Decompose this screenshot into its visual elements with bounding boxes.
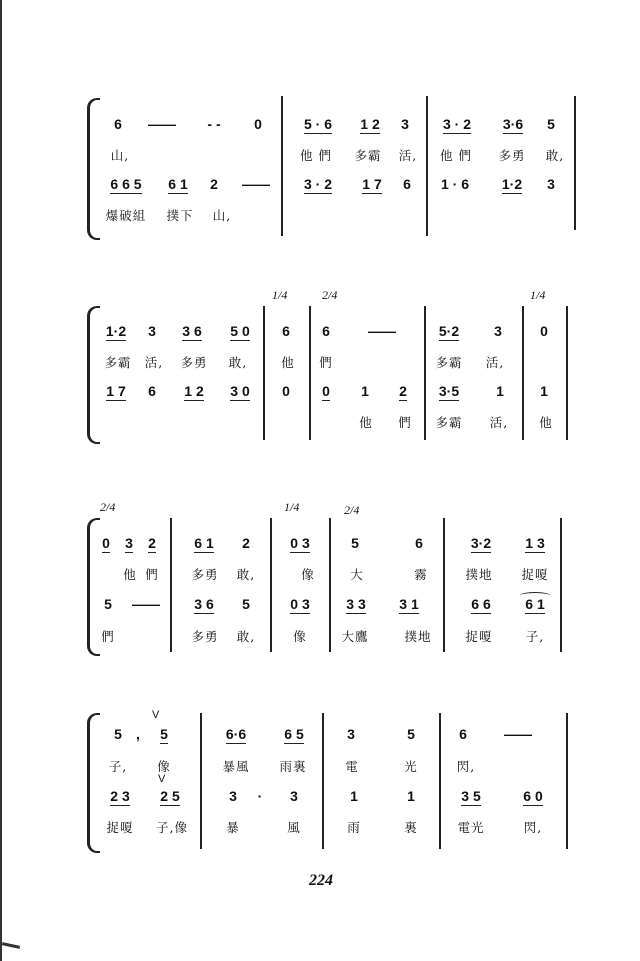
barline [439,713,441,849]
lyric: 活, [485,355,505,370]
lyric: 山, [110,148,130,163]
note: 6 6 [471,596,491,612]
lyric: 多勇 [498,148,526,163]
note: 5 [242,596,250,612]
note: 3 · 2 [303,176,332,192]
note: 1 [361,383,369,399]
note: 3 [547,176,555,192]
note: 6 6 5 [110,176,142,192]
note: 3 · 2 [442,116,471,132]
note: 3 [125,535,133,551]
note: 1 [350,788,358,804]
note: 1 · 6 [440,176,469,192]
note: 2 [399,383,407,399]
dash-note: —— [368,323,396,339]
lyric: 大 [350,567,364,582]
lyric: 閃, [523,820,543,835]
note: 5 [407,726,415,742]
note: 3 3 [346,596,366,612]
lyric: 爆破組 [105,208,147,223]
rest-note: 0 [322,383,330,399]
lyric: 們 [398,415,412,430]
note: 6 [322,323,330,339]
barline [560,518,562,652]
note: 3 6 [194,596,214,612]
lyric: 撲地 [465,567,493,582]
note: 5 · 6 [303,116,332,132]
note: 0 3 [290,535,310,551]
rest-note: 0 [254,116,262,132]
lyric: 他 [359,415,373,430]
note: 5 [104,596,112,612]
lyric: 敢, [236,567,256,582]
note: 1·2 [501,176,523,192]
note: 3 [290,788,298,804]
page-left-edge [0,0,2,961]
lyric: 暴 [226,820,240,835]
lyric: 撲地 [404,629,432,644]
note: 2 [148,535,156,551]
barline [200,713,202,849]
lyric: 雨裏 [279,759,307,774]
note: 6 1 [194,535,214,551]
note: 3·5 [438,383,460,399]
lyric: 捉嗄 [521,567,549,582]
lyric: 像 [157,759,171,774]
lyric: 山, [212,208,232,223]
lyric: 像 [301,567,315,582]
note: 5 0 [230,323,250,339]
barline [281,96,283,236]
note: 1 [540,383,548,399]
dash-note: —— [132,596,160,612]
time-signature: 2/4 [100,500,116,514]
note: 2 [242,535,250,551]
time-signature: 2/4 [344,503,360,517]
lyric: 子,像 [156,820,188,835]
note: 5 [547,116,555,132]
lyric: 電光 [457,820,485,835]
barline [329,518,331,652]
lyric: 活, [398,148,418,163]
dash-note: —— [504,726,532,742]
lyric: 子, [525,629,545,644]
barline [426,96,428,236]
note: 6 [114,116,122,132]
note: 5 [351,535,359,551]
lyric: 多霸 [354,148,382,163]
note: 0 3 [290,596,310,612]
dash-note: —— [148,116,176,132]
page-number: 224 [309,872,333,889]
lyric: 敢, [228,355,248,370]
lyric: 敢, [236,629,256,644]
note: 2 5 [160,788,180,804]
lyric: 捉嗄 [465,629,493,644]
note: 1 2 [360,116,380,132]
note: 6·6 [225,726,247,742]
note: 6 [415,535,423,551]
lyric: 多霸 [435,355,463,370]
note: 1 7 [362,176,382,192]
lyric: 雨 [347,820,361,835]
lyric: 他 [281,355,295,370]
dot-note: · [257,788,263,804]
rest-note: 0 [282,383,290,399]
lyric: 光 [404,759,418,774]
dash-note: - - [207,116,221,132]
dash-note: —— [242,176,270,192]
lyric: 多勇 [191,567,219,582]
note: 3 6 [182,323,202,339]
lyric: 他 們 [440,148,472,163]
rest-note: 0 [540,323,548,339]
lyric: 風 [287,820,301,835]
lyric: 們 [101,629,115,644]
note: 6 1 [168,176,188,192]
note: 6 [282,323,290,339]
note: 3 1 [399,596,419,612]
lyric: 撲下 [166,208,194,223]
scan-corner-mark [2,942,20,949]
barline [270,518,272,652]
slur-mark [520,592,550,599]
note: 1 [496,383,504,399]
barline [566,713,568,849]
note: 3·6 [502,116,524,132]
note: 3 0 [230,383,250,399]
note: 3 5 [461,788,481,804]
lyric: 活, [489,415,509,430]
lyric: 子, [108,759,128,774]
note: 1 2 [184,383,204,399]
note: 1 [407,788,415,804]
note: 1·2 [105,323,127,339]
breath-mark: V [158,773,166,785]
lyric: 電 [345,759,359,774]
note: 3 [229,788,237,804]
lyric: 敢, [545,148,565,163]
lyric: 們 [145,567,159,582]
rest-note: 0 [102,535,110,551]
lyric: 活, [144,355,164,370]
note: 5 [160,726,168,742]
time-signature: 2/4 [322,288,338,302]
lyric: 捉嗄 [106,820,134,835]
breath-comma: , [136,726,140,742]
lyric: 他 們 [300,148,332,163]
lyric: 他 [539,415,553,430]
note: 2 3 [110,788,130,804]
time-signature: 1/4 [272,288,288,302]
lyric: 裏 [404,820,418,835]
note: 3 [148,323,156,339]
barline [322,713,324,849]
note: 5 [114,726,122,742]
note: 6 [403,176,411,192]
lyric: 他 [123,567,137,582]
note: 3·2 [470,535,492,551]
time-signature: 1/4 [530,288,546,302]
lyric: 霧 [414,567,428,582]
lyric: 們 [319,355,333,370]
note: 6 [148,383,156,399]
lyric: 多霸 [104,355,132,370]
lyric: 暴風 [222,759,250,774]
note: 3 [494,323,502,339]
note: 6 5 [284,726,304,742]
barline [443,518,445,652]
lyric: 大鷹 [341,629,369,644]
lyric: 多勇 [191,629,219,644]
note: 1 7 [106,383,126,399]
note: 6 0 [523,788,543,804]
time-signature: 1/4 [284,500,300,514]
note: 6 1 [525,596,545,612]
lyric: 多勇 [180,355,208,370]
lyric: 閃, [456,759,476,774]
breath-mark: V [152,709,160,721]
note: 6 [459,726,467,742]
note: 2 [210,176,218,192]
note: 5·2 [438,323,460,339]
note: 1 3 [525,535,545,551]
note: 3 [347,726,355,742]
lyric: 像 [293,629,307,644]
note: 3 [401,116,409,132]
lyric: 多霸 [435,415,463,430]
